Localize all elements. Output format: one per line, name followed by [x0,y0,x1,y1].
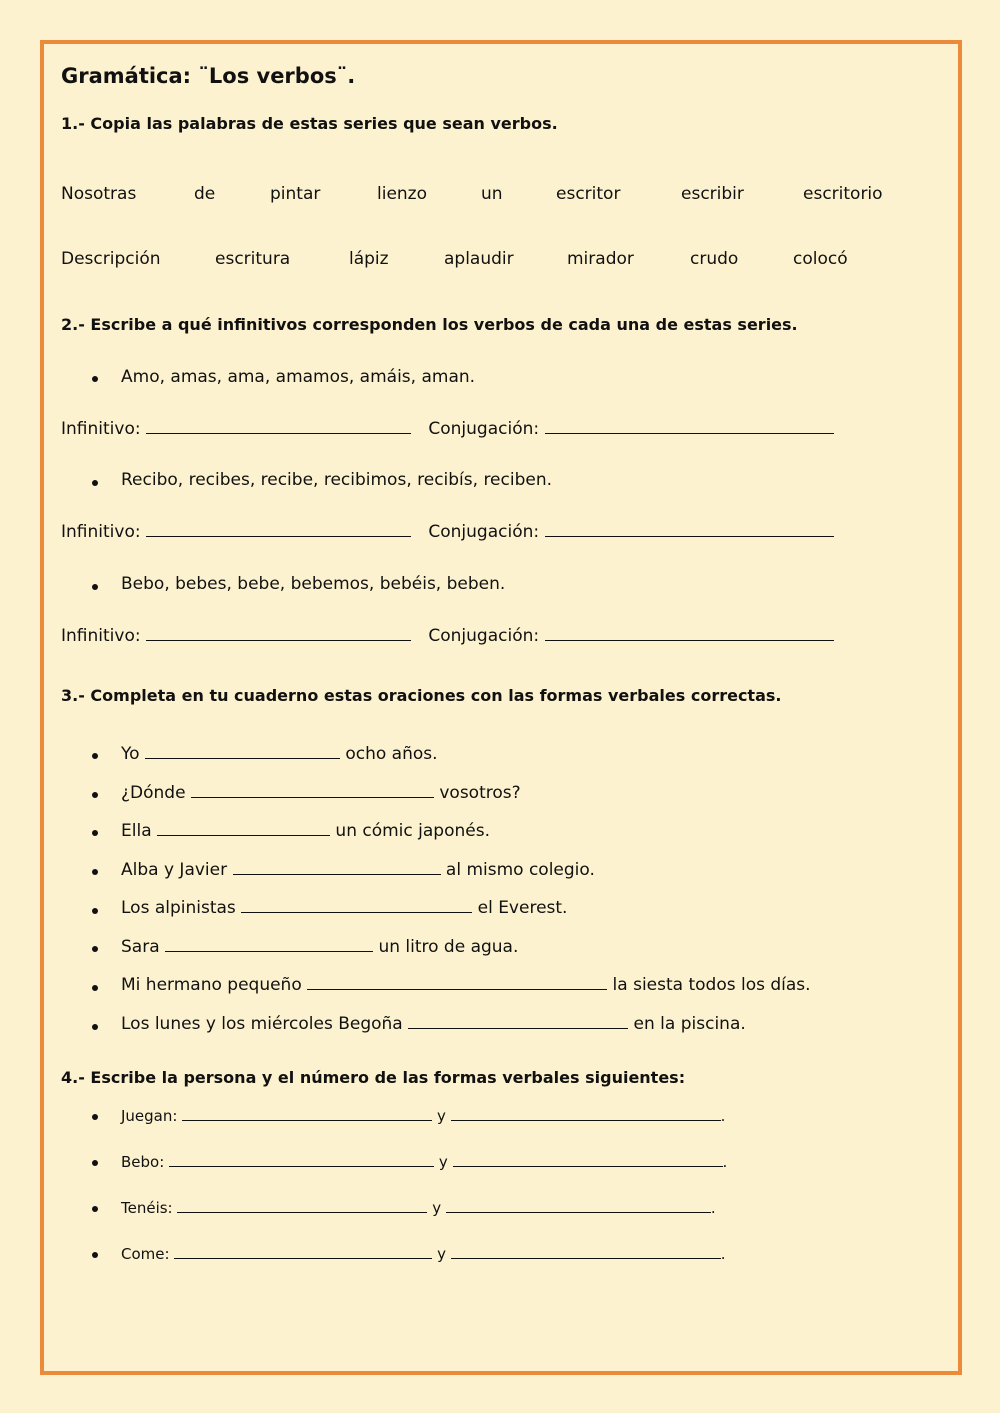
connector-text: y [432,1199,442,1217]
bullet-icon [92,584,98,590]
end-period: . [720,1245,726,1263]
bullet-icon [92,1160,98,1166]
word-item: escritura [215,249,291,269]
number-blank[interactable] [451,1106,721,1121]
word-item: aplaudir [444,249,514,269]
number-blank[interactable] [451,1244,721,1259]
connector-text: y [437,1107,446,1125]
sentence-start: Los alpinistas [121,898,236,918]
word-item: escritor [556,184,621,204]
sentence-blank[interactable] [233,860,441,875]
bullet-icon [92,946,98,952]
sentence-start: Los lunes y los miércoles Begoña [121,1014,403,1034]
word-item: mirador [567,249,634,269]
bullet-icon [92,985,98,991]
infinitive-blank[interactable] [146,522,411,537]
sentence-item [121,937,518,957]
infinitive-label: Infinitivo: [61,419,141,439]
sentence-item [121,783,521,803]
sentence-item [121,898,567,918]
sentence-end: el Everest. [477,898,568,918]
person-blank[interactable] [182,1106,432,1121]
question-2-heading: 2.- Escribe a qué infinitivos corresponden los verbos de cada una de estas series. [61,315,798,334]
word-series-2 [0,249,1000,279]
sentence-blank[interactable] [307,975,607,990]
sentence-item [121,744,438,764]
page-border [40,40,962,1375]
verb-form-label: Bebo: [121,1153,165,1171]
sentence-end: un cómic japonés. [335,821,490,841]
conjugation-blank[interactable] [545,419,834,434]
sentence-item [121,1014,746,1034]
verb-form-label: Juegan: [121,1107,178,1125]
connector-text: y [437,1245,446,1263]
sentence-start: Sara [121,937,160,957]
sentence-blank[interactable] [165,937,373,952]
end-period: . [720,1107,726,1125]
person-number-item [121,1244,726,1263]
infinitive-label: Infinitivo: [61,626,141,646]
word-item: escritorio [803,184,883,204]
word-item: de [194,184,216,204]
sentence-end: ocho años. [345,744,438,764]
word-item: pintar [270,184,321,204]
bullet-icon [92,792,98,798]
word-series-1 [0,184,1000,214]
word-item: escribir [681,184,744,204]
person-number-item [121,1198,716,1217]
question-3-heading: 3.- Completa en tu cuaderno estas oraciones con las formas verbales correctas. [61,686,782,705]
sentence-blank[interactable] [408,1014,628,1029]
number-blank[interactable] [446,1198,711,1213]
infinitive-blank[interactable] [146,419,411,434]
page-title: Gramática: ¨Los verbos¨. [61,64,356,88]
verb-form-label: Come: [121,1245,170,1263]
bullet-icon [92,1114,98,1120]
person-number-item [121,1152,727,1171]
conjugation-label: Conjugación: [428,522,540,542]
verb-series: Amo, amas, ama, amamos, amáis, aman. [121,367,476,387]
end-period: . [722,1153,728,1171]
sentence-end: en la piscina. [633,1014,746,1034]
sentence-blank[interactable] [145,744,340,759]
conjugation-blank[interactable] [545,626,834,641]
bullet-icon [92,908,98,914]
conjugation-label: Conjugación: [428,419,540,439]
infinitive-blank[interactable] [146,626,411,641]
sentence-item [121,821,490,841]
person-blank[interactable] [174,1244,432,1259]
bullet-icon [92,1252,98,1258]
question-4-heading: 4.- Escribe la persona y el número de las formas verbales siguientes: [61,1068,686,1087]
person-blank[interactable] [169,1152,434,1167]
word-item: Nosotras [61,184,137,204]
conjugation-label: Conjugación: [428,626,540,646]
bullet-icon [92,1024,98,1030]
bullet-icon [92,376,98,382]
sentence-blank[interactable] [157,821,330,836]
word-item: Descripción [61,249,161,269]
sentence-end: un litro de agua. [378,937,519,957]
number-blank[interactable] [453,1152,723,1167]
verb-series: Recibo, recibes, recibe, recibimos, recibís, reciben. [121,470,553,490]
infinitive-label: Infinitivo: [61,522,141,542]
sentence-end: la siesta todos los días. [612,975,811,995]
sentence-start: Alba y Javier [121,860,228,880]
end-period: . [710,1199,716,1217]
bullet-icon [92,753,98,759]
word-item: lienzo [377,184,428,204]
sentence-blank[interactable] [191,783,434,798]
word-item: crudo [690,249,739,269]
person-blank[interactable] [177,1198,427,1213]
sentence-item [121,860,595,880]
word-item: lápiz [349,249,389,269]
word-item: colocó [793,249,848,269]
verb-series: Bebo, bebes, bebe, bebemos, bebéis, beben. [121,574,506,594]
bullet-icon [92,830,98,836]
question-1-heading: 1.- Copia las palabras de estas series que sean verbos. [61,114,558,133]
sentence-end: vosotros? [439,783,521,803]
sentence-blank[interactable] [241,898,472,913]
conjugation-blank[interactable] [545,522,834,537]
answer-row [61,522,834,542]
answer-row [61,626,834,646]
sentence-item [121,975,811,995]
sentence-start: Mi hermano pequeño [121,975,302,995]
answer-row [61,419,834,439]
word-item: un [481,184,503,204]
bullet-icon [92,1206,98,1212]
bullet-icon [92,869,98,875]
connector-text: y [438,1153,448,1171]
sentence-end: al mismo colegio. [445,860,595,880]
sentence-start: Ella [121,821,152,841]
verb-form-label: Tenéis: [121,1199,173,1217]
person-number-item [121,1106,725,1125]
sentence-start: Yo [121,744,140,764]
bullet-icon [92,480,98,486]
sentence-start: ¿Dónde [121,783,186,803]
